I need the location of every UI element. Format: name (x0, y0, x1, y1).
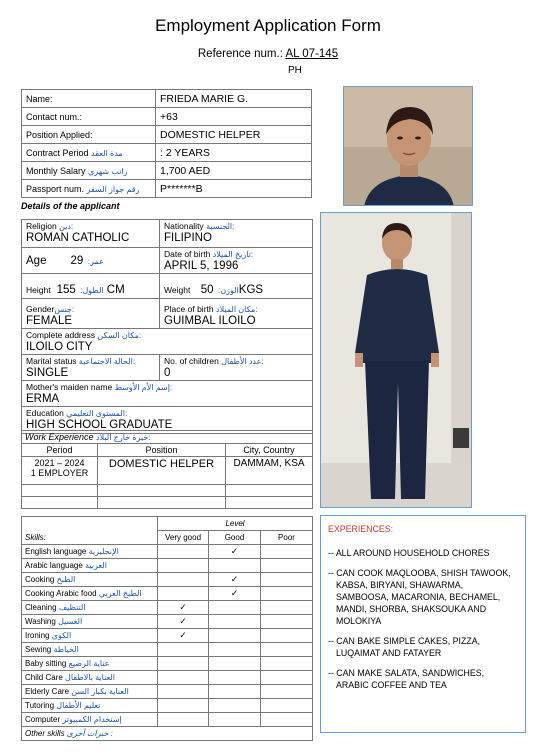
skill-name: Ironing الكوي (22, 629, 158, 643)
weight-cell: Weight الوزن: 50KGS (160, 274, 313, 299)
info-value: : 2 YEARS (156, 144, 312, 162)
check-icon: ✓ (230, 546, 239, 556)
skill-row (22, 713, 313, 727)
skill-row (22, 699, 313, 713)
skill-row (22, 671, 313, 685)
skill-poor (261, 643, 313, 657)
gender-value: FEMALE (26, 315, 73, 327)
address-cell: Complete address مكان السكن: ILOILO CITY (22, 329, 313, 355)
info-label: Monthly Salary راتب شهري (22, 162, 156, 180)
place-of-birth-cell: Place of birth مكان الميلاد: GUIMBAL ILOILO (160, 299, 313, 329)
education-cell: Education المستوى التعليمي: HIGH SCHOOL GRADUATE (22, 407, 313, 434)
skill-name: Baby sitting عناية الرضيع (22, 657, 158, 671)
children-cell: No. of children عدد الأطفال: 0 (160, 355, 313, 381)
skill-very-good (158, 643, 209, 657)
skill-good (209, 573, 261, 587)
skill-very-good (158, 587, 209, 601)
experience-item: -- CAN BAKE SIMPLE CAKES, PIZZA, LUQAIMAT AND FATAYER (328, 636, 481, 658)
info-value: FRIEDA MARIE G. (156, 90, 312, 108)
height-value: 155 CM (56, 284, 125, 296)
check-icon: ✓ (179, 616, 187, 626)
skill-good (209, 559, 261, 573)
work-position-cell: DOMESTIC HELPER (98, 457, 226, 485)
info-label: Contract Period مدة العقد (22, 144, 156, 162)
education-value: HIGH SCHOOL GRADUATE (26, 419, 173, 431)
info-row (22, 90, 312, 108)
skill-poor (261, 657, 313, 671)
work-header-city: City, Country (226, 444, 313, 457)
skill-name: Arabic language العربية (22, 559, 158, 573)
skill-poor (261, 629, 313, 643)
info-row (22, 144, 312, 162)
skill-very-good (158, 601, 209, 615)
skill-poor (261, 685, 313, 699)
skill-very-good (158, 699, 209, 713)
marital-cell: Marital status الحالة الاجتماعية: SINGLE (22, 355, 160, 381)
age-value: 29 (70, 255, 84, 267)
dob-cell: Date of birth تاريخ الميلاد: APRIL 5, 1996 (160, 248, 313, 274)
skill-good (209, 713, 261, 727)
reference-line (0, 48, 536, 60)
mother-cell: Mother's maiden name إسم الأم الأوسط: ERMA (22, 381, 313, 407)
gender-cell: Genderجنس: FEMALE (22, 299, 160, 329)
skill-row (22, 615, 313, 629)
info-label: Position Applied: (22, 126, 156, 144)
skill-poor (261, 671, 313, 685)
skill-row (22, 601, 313, 615)
experiences-box (320, 515, 526, 733)
skill-very-good (158, 657, 209, 671)
skill-row (22, 629, 313, 643)
experiences-title: EXPERIENCES: (328, 524, 394, 534)
skill-very-good (158, 615, 209, 629)
skill-good (209, 587, 261, 601)
skill-row (22, 657, 313, 671)
info-value: 1,700 AED (156, 162, 312, 180)
applicant-headshot-photo (343, 86, 473, 206)
skill-row (22, 685, 313, 699)
skill-name: Cooking Arabic food الطبخ العربي (22, 587, 158, 601)
skill-row (22, 587, 313, 601)
check-icon: ✓ (179, 602, 187, 612)
religion-cell: Religion دين: ROMAN CATHOLIC (22, 220, 160, 248)
skill-name: Elderly Care العناية بكبار السن (22, 685, 158, 699)
skill-very-good (158, 573, 209, 587)
address-value: ILOILO CITY (26, 341, 93, 353)
mother-value: ERMA (26, 393, 60, 405)
level-poor: Poor (261, 531, 313, 545)
skill-good (209, 643, 261, 657)
form-title: Employment Application Form (155, 16, 381, 35)
experience-item: -- CAN COOK MAQLOOBA, SHISH TAWOOK, KABSA, BIRYANI, SHAWARMA, SAMBOOSA, MACARONIA, BECHAMEL, MANDI, SHORBA, SHAKSOUKA AND MOLOKIYA (328, 568, 511, 626)
info-label: Passport num. رقم جواز السفر (22, 180, 156, 198)
place-of-birth-value: GUIMBAL ILOILO (164, 315, 256, 327)
skill-row (22, 573, 313, 587)
skill-good (209, 545, 261, 559)
skill-name: Sewing الخياطة (22, 643, 158, 657)
reference-number: AL 07-145 (285, 48, 339, 60)
info-label: Name: (22, 90, 156, 108)
skill-very-good (158, 685, 209, 699)
work-header-period: Period (22, 444, 98, 457)
check-icon: ✓ (230, 588, 239, 598)
religion-value: ROMAN CATHOLIC (26, 232, 130, 244)
level-very-good: Very good (158, 531, 209, 545)
skill-very-good (158, 671, 209, 685)
work-header-position: Position (98, 444, 226, 457)
skill-poor (261, 601, 313, 615)
skills-table (21, 516, 313, 741)
skill-very-good (158, 545, 209, 559)
skill-poor (261, 545, 313, 559)
work-city-cell: DAMMAM, KSA (226, 457, 313, 485)
nationality-cell: Nationality الجنسية: FILIPINO (160, 220, 313, 248)
country-code: PH (288, 65, 302, 76)
skill-good (209, 615, 261, 629)
other-skills-row (22, 727, 313, 741)
basic-info-table (21, 89, 312, 198)
info-value: P*******B (156, 180, 312, 198)
other-skills-label: Other skills خبرات أخرى : (22, 727, 313, 741)
skill-poor (261, 559, 313, 573)
work-title-cell: Work Experience خبرة خارج البلاد: (22, 431, 313, 444)
level-good: Good (209, 531, 261, 545)
weight-value: 50KGS (200, 284, 264, 296)
skill-name: Child Care العناية بالاطفال (22, 671, 158, 685)
children-value: 0 (164, 367, 171, 379)
skills-header: Skills: (22, 531, 158, 545)
skill-name: Cleaning التنظيف (22, 601, 158, 615)
info-value: +63 (156, 108, 312, 126)
info-row (22, 162, 312, 180)
info-label: Contact num.: (22, 108, 156, 126)
nationality-value: FILIPINO (164, 232, 212, 244)
check-icon: ✓ (179, 630, 187, 640)
reference-label: Reference num.: (197, 48, 283, 60)
info-row (22, 180, 312, 198)
skill-row (22, 643, 313, 657)
skill-name: Cooking الطبخ (22, 573, 158, 587)
skill-poor (261, 587, 313, 601)
experience-item: -- CAN MAKE SALATA, SANDWICHES, ARABIC COFFEE AND TEA (328, 668, 485, 690)
age-cell: Age عمر: 29 (22, 248, 160, 274)
height-cell: Height الطول: 155 CM (22, 274, 160, 299)
skill-good (209, 601, 261, 615)
applicant-full-body-photo (320, 212, 472, 508)
skill-name: Tutoring تعليم الأطفال (22, 699, 158, 713)
skill-very-good (158, 559, 209, 573)
skill-poor (261, 573, 313, 587)
skill-good (209, 699, 261, 713)
skill-good (209, 657, 261, 671)
skill-very-good (158, 713, 209, 727)
skill-name: English language الإنجليزية (22, 545, 158, 559)
skill-very-good (158, 629, 209, 643)
skill-row (22, 559, 313, 573)
work-experience-table (21, 430, 313, 509)
skill-good (209, 671, 261, 685)
applicant-details-table (21, 219, 313, 434)
skill-name: Washing الغسيل (22, 615, 158, 629)
skill-name: Computer إستخدام الكمبيوتر (22, 713, 158, 727)
skill-poor (261, 615, 313, 629)
skill-poor (261, 713, 313, 727)
marital-value: SINGLE (26, 367, 69, 379)
info-value: DOMESTIC HELPER (156, 126, 312, 144)
info-row (22, 108, 312, 126)
dob-value: APRIL 5, 1996 (164, 260, 239, 272)
work-period-cell: 2021 – 2024 1 EMPLOYER (22, 457, 98, 485)
skill-good (209, 629, 261, 643)
experience-item: -- ALL AROUND HOUSEHOLD CHORES (328, 548, 490, 558)
skill-poor (261, 699, 313, 713)
level-header: Level (158, 517, 313, 531)
check-icon: ✓ (230, 574, 239, 584)
info-row (22, 126, 312, 144)
skill-good (209, 685, 261, 699)
skill-row (22, 545, 313, 559)
details-heading: Details of the applicant (21, 201, 120, 211)
